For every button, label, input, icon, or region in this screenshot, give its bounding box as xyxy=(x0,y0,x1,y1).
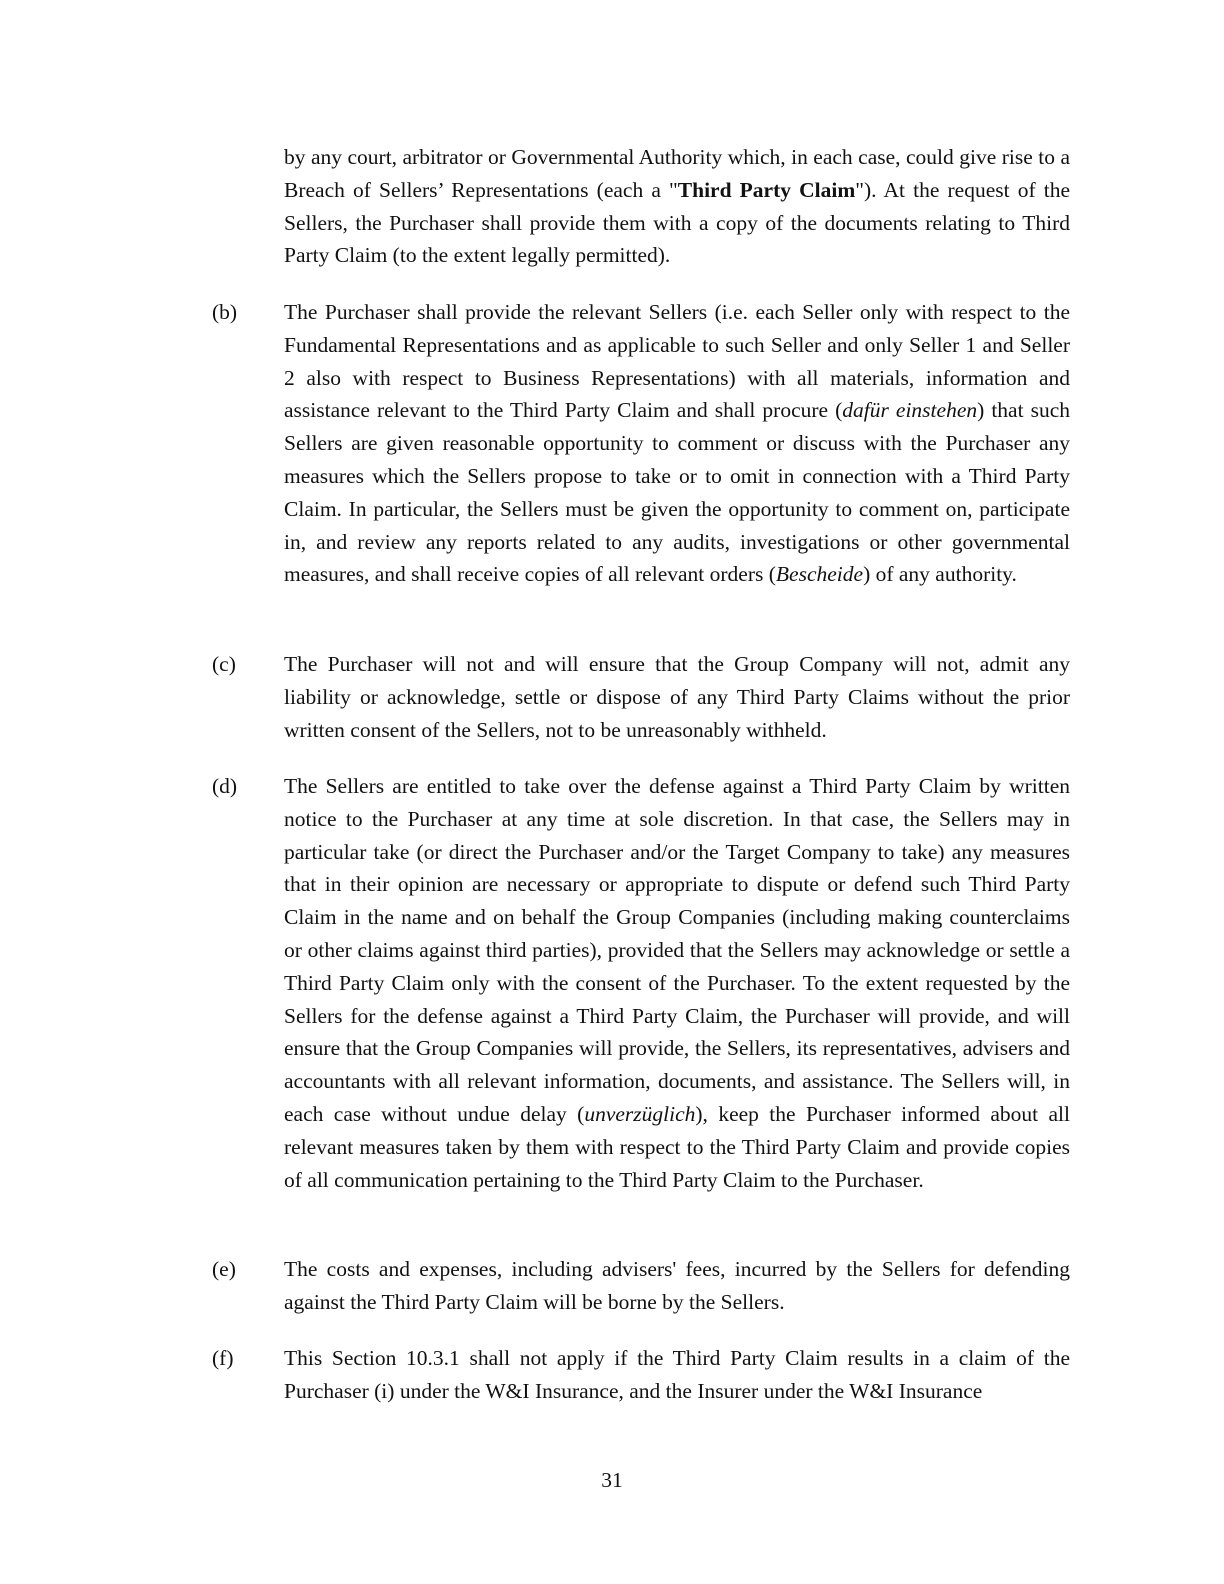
clause-e-paragraph: The costs and expenses, including advisers' fees, incurred by the Sellers for defending against the Third Party Claim will be borne by the Sellers. xyxy=(284,1257,1070,1314)
clause-b-label: (b) xyxy=(212,300,238,324)
clause-b-text-1: The Purchaser shall provide the relevant Sellers (i.e. each Seller only with respect to the Fundamental Representations and as applicable to such Seller and only Seller 1 and Seller 2 also with respect to Business Representations) with all materials, information and assistance relevant to the Third Party Claim and shall procure ( xyxy=(284,300,1070,423)
clause-d-text-1: The Sellers are entitled to take over the defense against a Third Party Claim by written notice to the Purchaser at any time at sole discretion. In that case, the Sellers may in particular take (or direct the Purchaser and/or the Target Company to take) any measures that in their opinion are necessary or appropriate to dispute or defend such Third Party Claim in the name and on behalf the Group Companies (including making counterclaims or other claims against third parties), provided that the Sellers may acknowledge or settle a Third Party Claim only with the consent of the Purchaser. To the extent requested by the Sellers for the defense against a Third Party Claim, the Purchaser will provide, and will ensure that the Group Companies will provide, the Sellers, its representatives, advisers and accountants with all relevant information, documents, and assistance. The Sellers will, in each case without undue delay ( xyxy=(284,774,1070,1126)
clause-b-text-3: ) of any authority. xyxy=(863,562,1017,587)
clause-d-italic-1: unverzüglich xyxy=(584,1101,696,1126)
clause-b-italic-1: dafür einstehen xyxy=(842,398,978,423)
defined-term-third-party-claim: Third Party Claim xyxy=(677,177,856,202)
clause-f-paragraph: This Section 10.3.1 shall not apply if the Third Party Claim results in a claim of the Purchaser (i) under the W&I Insurance, and the Insurer under the W&I Insurance xyxy=(284,1346,1070,1403)
clause-b-italic-2: Bescheide xyxy=(775,562,864,587)
clause-d-paragraph xyxy=(284,770,1070,1196)
clause-f-label: (f) xyxy=(212,1346,234,1370)
intro-text-2: "). At the request of the Sellers, the Purchaser shall provide them with a copy of the documents relating to Third Party Claim (to the extent legally permitted). xyxy=(284,177,1070,268)
clause-b-paragraph xyxy=(284,296,1070,591)
intro-text-1: by any court, arbitrator or Governmental Authority which, in each case, could give rise to a Breach of Sellers’ Representations (each a " xyxy=(284,145,1070,202)
clause-e-label: (e) xyxy=(212,1257,236,1281)
clause-c-label: (c) xyxy=(212,652,236,676)
clause-d-text-2: ), keep the Purchaser informed about all relevant measures taken by them with respect to the Third Party Claim and provide copies of all communication pertaining to the Third Party Claim to the Purchaser. xyxy=(284,1101,1070,1192)
page-number: 31 xyxy=(601,1468,623,1492)
clause-c-paragraph: The Purchaser will not and will ensure that the Group Company will not, admit any liability or acknowledge, settle or dispose of any Third Party Claims without the prior written consent of the Sellers, not to be unreasonably withheld. xyxy=(284,652,1070,742)
clause-d-label: (d) xyxy=(212,774,238,798)
intro-paragraph xyxy=(284,141,1070,272)
clause-b-text-2: ) that such Sellers are given reasonable opportunity to comment or discuss with the Purchaser any measures which the Sellers propose to take or to omit in connection with a Third Party Claim. In particular, the Sellers must be given the opportunity to comment on, participate in, and review any reports related to any audits, investigations or other governmental measures, and shall receive copies of all relevant orders ( xyxy=(284,398,1070,587)
